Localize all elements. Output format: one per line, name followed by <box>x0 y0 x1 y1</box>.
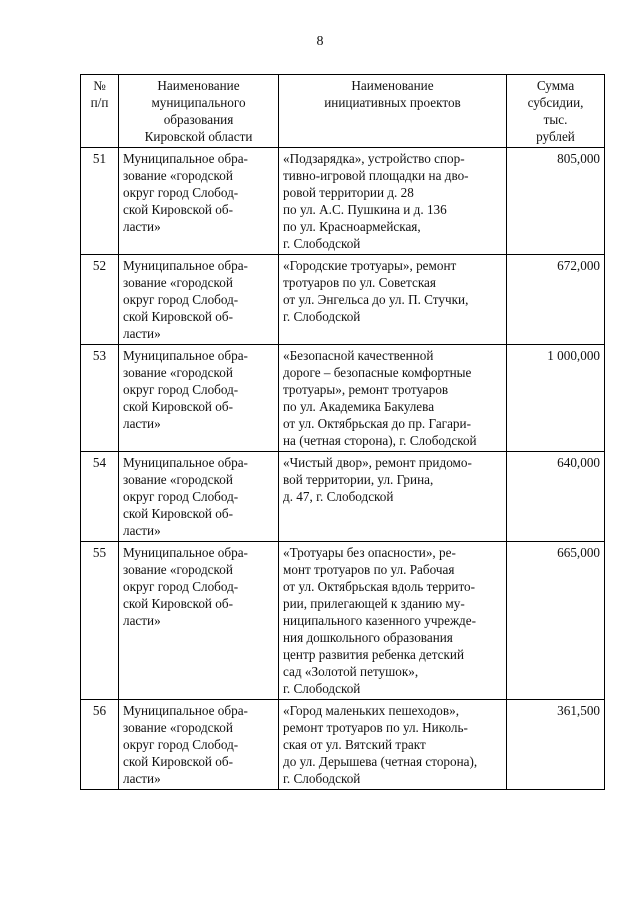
project-cell <box>279 255 507 345</box>
subsidy-table <box>80 74 605 790</box>
row-number: 54 <box>81 452 119 542</box>
subsidy-amount: 672,000 <box>507 255 605 345</box>
municipality-cell-line: ласти» <box>123 523 161 538</box>
row-number: 53 <box>81 345 119 452</box>
municipality-cell-line: зование «городской <box>123 365 233 380</box>
row-number: 51 <box>81 148 119 255</box>
municipality-cell-line: ской Кировской об- <box>123 399 233 414</box>
row-number: 55 <box>81 542 119 700</box>
project-cell-line: г. Слободской <box>283 681 361 696</box>
project-cell-line: д. 47, г. Слободской <box>283 489 394 504</box>
table-row <box>81 700 605 790</box>
municipality-cell <box>119 148 279 255</box>
project-cell-line: от ул. Энгельса до ул. П. Стучки, <box>283 292 469 307</box>
project-cell-line: ния дошкольного образования <box>283 630 453 645</box>
project-cell-line: «Безопасной качественной <box>283 348 434 363</box>
table-row <box>81 452 605 542</box>
municipality-cell-line: ской Кировской об- <box>123 202 233 217</box>
project-cell-line: «Чистый двор», ремонт придомо- <box>283 455 472 470</box>
municipality-cell-line: ской Кировской об- <box>123 596 233 611</box>
subsidy-amount: 805,000 <box>507 148 605 255</box>
municipality-cell-line: ласти» <box>123 613 161 628</box>
project-cell-line: «Город маленьких пешеходов», <box>283 703 460 718</box>
project-cell <box>279 452 507 542</box>
project-cell-line: дороге – безопасные комфортные <box>283 365 472 380</box>
table-row <box>81 542 605 700</box>
project-cell <box>279 345 507 452</box>
header-sum <box>507 75 605 148</box>
project-cell-line: «Подзарядка», устройство спор- <box>283 151 465 166</box>
project-cell-line: ская от ул. Вятский тракт <box>283 737 426 752</box>
project-cell-line: рии, прилегающей к зданию му- <box>283 596 465 611</box>
municipality-cell-line: ской Кировской об- <box>123 506 233 521</box>
project-cell-line: центр развития ребенка детский <box>283 647 465 662</box>
subsidy-amount: 1 000,000 <box>507 345 605 452</box>
municipality-cell <box>119 542 279 700</box>
project-cell-line: «Городские тротуары», ремонт <box>283 258 457 273</box>
municipality-cell-line: зование «городской <box>123 168 233 183</box>
project-cell-line: г. Слободской <box>283 309 361 324</box>
project-cell-line: «Тротуары без опасности», ре- <box>283 545 456 560</box>
project-cell <box>279 542 507 700</box>
municipality-cell-line: Муниципальное обра- <box>123 703 248 718</box>
municipality-cell-line: зование «городской <box>123 562 233 577</box>
table-row <box>81 148 605 255</box>
municipality-cell-line: Муниципальное обра- <box>123 455 248 470</box>
project-cell-line: по ул. А.С. Пушкина и д. 136 <box>283 202 447 217</box>
table-row <box>81 255 605 345</box>
header-line: рублей <box>536 129 575 144</box>
project-cell-line: тротуаров по ул. Советская <box>283 275 436 290</box>
project-cell-line: г. Слободской <box>283 236 361 251</box>
header-line: тыс. <box>543 112 568 127</box>
project-cell-line: ровой территории д. 28 <box>283 185 414 200</box>
project-cell-line: до ул. Дерышева (четная сторона), <box>283 754 478 769</box>
table-row <box>81 345 605 452</box>
municipality-cell-line: зование «городской <box>123 720 233 735</box>
municipality-cell-line: зование «городской <box>123 275 233 290</box>
subsidy-amount: 361,500 <box>507 700 605 790</box>
municipality-cell <box>119 255 279 345</box>
row-number: 56 <box>81 700 119 790</box>
project-cell-line: тротуары», ремонт тротуаров <box>283 382 449 397</box>
header-line: Кировской области <box>144 129 253 144</box>
header-project <box>279 75 507 148</box>
municipality-cell-line: округ город Слобод- <box>123 489 239 504</box>
municipality-cell-line: округ город Слобод- <box>123 185 239 200</box>
project-cell-line: по ул. Академика Бакулева <box>283 399 435 414</box>
page-number: 8 <box>316 34 324 49</box>
header-line: Сумма <box>536 78 575 93</box>
header-num <box>81 75 119 148</box>
project-cell <box>279 148 507 255</box>
municipality-cell-line: ласти» <box>123 326 161 341</box>
municipality-cell-line: ласти» <box>123 416 161 431</box>
municipality-cell-line: ласти» <box>123 219 161 234</box>
municipality-cell <box>119 700 279 790</box>
project-cell-line: по ул. Красноармейская, <box>283 219 421 234</box>
municipality-cell-line: Муниципальное обра- <box>123 258 248 273</box>
municipality-cell-line: округ город Слобод- <box>123 737 239 752</box>
project-cell-line: сад «Золотой петушок», <box>283 664 419 679</box>
subsidy-amount: 665,000 <box>507 542 605 700</box>
row-number: 52 <box>81 255 119 345</box>
municipality-cell-line: ской Кировской об- <box>123 309 233 324</box>
municipality-cell-line: Муниципальное обра- <box>123 545 248 560</box>
municipality-cell-line: округ город Слобод- <box>123 382 239 397</box>
municipality-cell-line: округ город Слобод- <box>123 292 239 307</box>
municipality-cell-line: Муниципальное обра- <box>123 151 248 166</box>
project-cell-line: г. Слободской <box>283 771 361 786</box>
header-line: субсидии, <box>527 95 584 110</box>
table-header-row <box>81 75 605 148</box>
header-line: п/п <box>90 95 109 110</box>
header-line: инициативных проектов <box>324 95 461 110</box>
municipality-cell-line: ласти» <box>123 771 161 786</box>
project-cell-line: вой территории, ул. Грина, <box>283 472 434 487</box>
municipality-cell-line: зование «городской <box>123 472 233 487</box>
header-line: № <box>93 78 106 93</box>
project-cell <box>279 700 507 790</box>
project-cell-line: на (четная сторона), г. Слободской <box>283 433 477 448</box>
project-cell-line: тивно-игровой площадки на дво- <box>283 168 469 183</box>
municipality-cell <box>119 345 279 452</box>
project-cell-line: ремонт тротуаров по ул. Николь- <box>283 720 468 735</box>
header-line: муниципального <box>151 95 246 110</box>
municipality-cell <box>119 452 279 542</box>
header-line: Наименование <box>157 78 240 93</box>
header-municipality <box>119 75 279 148</box>
header-line: образования <box>163 112 234 127</box>
project-cell-line: от ул. Октябрьская до пр. Гагари- <box>283 416 471 431</box>
project-cell-line: от ул. Октябрьская вдоль террито- <box>283 579 476 594</box>
municipality-cell-line: округ город Слобод- <box>123 579 239 594</box>
header-line: Наименование <box>351 78 434 93</box>
subsidy-amount: 640,000 <box>507 452 605 542</box>
project-cell-line: монт тротуаров по ул. Рабочая <box>283 562 455 577</box>
project-cell-line: ниципального казенного учрежде- <box>283 613 477 628</box>
municipality-cell-line: Муниципальное обра- <box>123 348 248 363</box>
municipality-cell-line: ской Кировской об- <box>123 754 233 769</box>
